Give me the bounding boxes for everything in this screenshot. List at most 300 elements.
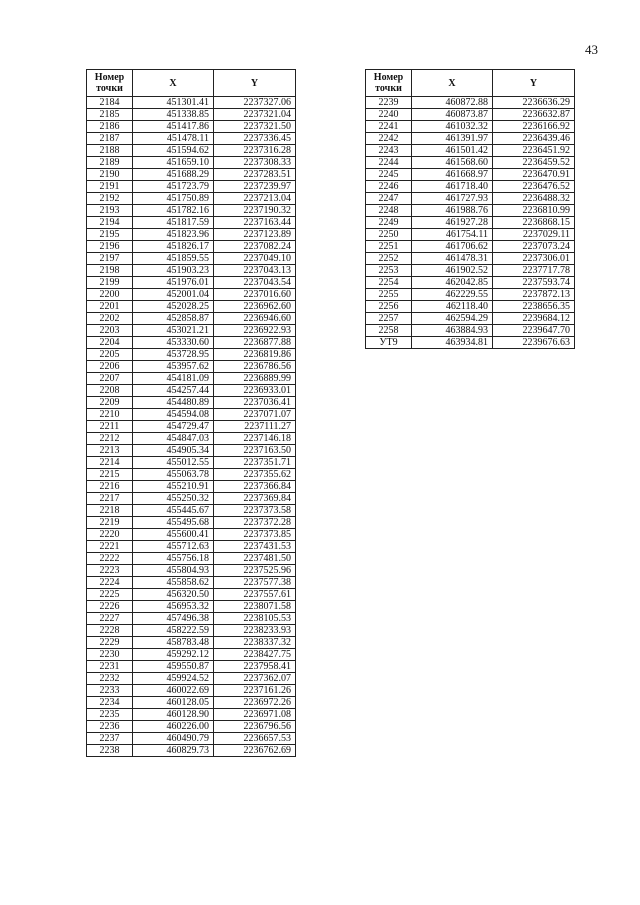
x-cell: 451417.86 [133, 121, 214, 133]
point-number-cell: 2203 [87, 325, 133, 337]
y-cell: 2236962.60 [214, 301, 296, 313]
table-row [87, 397, 296, 409]
point-number-cell: 2230 [87, 649, 133, 661]
y-cell: 2236459.52 [493, 157, 575, 169]
x-cell: 461391.97 [412, 133, 493, 145]
point-number-cell: 2195 [87, 229, 133, 241]
y-cell: 2237431.53 [214, 541, 296, 553]
point-number-cell: 2235 [87, 709, 133, 721]
point-number-cell: 2202 [87, 313, 133, 325]
x-cell: 456320.50 [133, 589, 214, 601]
y-cell: 2237321.04 [214, 109, 296, 121]
x-cell: 463934.81 [412, 337, 493, 349]
table-row [366, 253, 575, 265]
table-row [87, 529, 296, 541]
table-row [87, 613, 296, 625]
y-cell: 2237239.97 [214, 181, 296, 193]
y-cell: 2236922.93 [214, 325, 296, 337]
point-number-cell: 2236 [87, 721, 133, 733]
y-cell: 2237373.58 [214, 505, 296, 517]
x-cell: 453021.21 [133, 325, 214, 337]
x-cell: 462229.55 [412, 289, 493, 301]
point-number-cell: 2252 [366, 253, 412, 265]
x-cell: 451723.79 [133, 181, 214, 193]
table-row [87, 517, 296, 529]
x-cell: 460128.90 [133, 709, 214, 721]
y-cell: 2237872.13 [493, 289, 575, 301]
y-cell: 2236868.15 [493, 217, 575, 229]
table-row [366, 145, 575, 157]
table-row [87, 181, 296, 193]
y-cell: 2237717.78 [493, 265, 575, 277]
point-number-cell: 2205 [87, 349, 133, 361]
point-number-cell: 2244 [366, 157, 412, 169]
y-cell: 2237306.01 [493, 253, 575, 265]
table-row [87, 649, 296, 661]
x-cell: 460022.69 [133, 685, 214, 697]
point-number-cell: 2238 [87, 745, 133, 757]
x-cell: 451826.17 [133, 241, 214, 253]
y-cell: 2238233.93 [214, 625, 296, 637]
point-number-cell: 2228 [87, 625, 133, 637]
point-number-cell: 2246 [366, 181, 412, 193]
table-row [366, 337, 575, 349]
table-row [87, 205, 296, 217]
y-cell: 2237043.54 [214, 277, 296, 289]
table-row [366, 313, 575, 325]
table-row [87, 733, 296, 745]
table-row [366, 241, 575, 253]
x-cell: 454181.09 [133, 373, 214, 385]
x-cell: 451659.10 [133, 157, 214, 169]
x-cell: 461668.97 [412, 169, 493, 181]
y-cell: 2237283.51 [214, 169, 296, 181]
x-cell: 455063.78 [133, 469, 214, 481]
table-row [87, 409, 296, 421]
y-cell: 2236451.92 [493, 145, 575, 157]
x-cell: 453728.95 [133, 349, 214, 361]
x-cell: 451903.23 [133, 265, 214, 277]
table-row [366, 301, 575, 313]
x-cell: 451782.16 [133, 205, 214, 217]
point-number-cell: 2251 [366, 241, 412, 253]
coordinates-table-right [365, 69, 575, 349]
table-row [87, 481, 296, 493]
point-number-cell: 2225 [87, 589, 133, 601]
table-row [87, 217, 296, 229]
y-cell: 2237958.41 [214, 661, 296, 673]
y-cell: 2237213.04 [214, 193, 296, 205]
table-row [87, 193, 296, 205]
x-cell: 461501.42 [412, 145, 493, 157]
x-cell: 455495.68 [133, 517, 214, 529]
point-number-cell: 2207 [87, 373, 133, 385]
table-row [87, 229, 296, 241]
table-row [87, 361, 296, 373]
point-number-cell: 2209 [87, 397, 133, 409]
y-cell: 2236819.86 [214, 349, 296, 361]
y-cell: 2236889.99 [214, 373, 296, 385]
y-cell: 2237593.74 [493, 277, 575, 289]
x-cell: 459550.87 [133, 661, 214, 673]
x-cell: 451478.11 [133, 133, 214, 145]
x-cell: 452028.25 [133, 301, 214, 313]
y-cell: 2237082.24 [214, 241, 296, 253]
point-number-cell: 2256 [366, 301, 412, 313]
point-number-cell: 2231 [87, 661, 133, 673]
y-cell: 2236810.99 [493, 205, 575, 217]
header-y: Y [214, 70, 296, 97]
point-number-cell: 2253 [366, 265, 412, 277]
table-row [366, 277, 575, 289]
point-number-cell: 2239 [366, 97, 412, 109]
x-cell: 451688.29 [133, 169, 214, 181]
table-row [87, 673, 296, 685]
x-cell: 455250.32 [133, 493, 214, 505]
y-cell: 2236877.88 [214, 337, 296, 349]
y-cell: 2237316.28 [214, 145, 296, 157]
table-row [366, 169, 575, 181]
x-cell: 461718.40 [412, 181, 493, 193]
x-cell: 456953.32 [133, 601, 214, 613]
table-row [87, 445, 296, 457]
header-x: X [133, 70, 214, 97]
table-row [87, 505, 296, 517]
table-row [87, 697, 296, 709]
point-number-cell: 2214 [87, 457, 133, 469]
table-row [87, 265, 296, 277]
table-row [87, 685, 296, 697]
point-number-cell: 2232 [87, 673, 133, 685]
y-cell: 2237321.50 [214, 121, 296, 133]
point-number-cell: 2234 [87, 697, 133, 709]
point-number-cell: 2250 [366, 229, 412, 241]
point-number-cell: 2218 [87, 505, 133, 517]
x-cell: 454594.08 [133, 409, 214, 421]
x-cell: 454847.03 [133, 433, 214, 445]
y-cell: 2238105.53 [214, 613, 296, 625]
table-row [87, 109, 296, 121]
x-cell: 463884.93 [412, 325, 493, 337]
table-row [87, 133, 296, 145]
table-row [87, 277, 296, 289]
table-row [366, 229, 575, 241]
point-number-cell: 2224 [87, 577, 133, 589]
point-number-cell: 2193 [87, 205, 133, 217]
x-cell: 451976.01 [133, 277, 214, 289]
y-cell: 2236762.69 [214, 745, 296, 757]
y-cell: 2238337.32 [214, 637, 296, 649]
table-row [87, 721, 296, 733]
table-body-right [366, 97, 575, 349]
table-row [366, 157, 575, 169]
y-cell: 2237336.45 [214, 133, 296, 145]
point-number-cell: 2189 [87, 157, 133, 169]
y-cell: 2237557.61 [214, 589, 296, 601]
x-cell: 460829.73 [133, 745, 214, 757]
table-row [87, 337, 296, 349]
x-cell: 460226.00 [133, 721, 214, 733]
y-cell: 2236632.87 [493, 109, 575, 121]
x-cell: 461032.32 [412, 121, 493, 133]
x-cell: 461927.28 [412, 217, 493, 229]
table-row [87, 493, 296, 505]
point-number-cell: 2226 [87, 601, 133, 613]
x-cell: 454729.47 [133, 421, 214, 433]
table-row [366, 289, 575, 301]
point-number-cell: 2220 [87, 529, 133, 541]
x-cell: 455012.55 [133, 457, 214, 469]
x-cell: 461568.60 [412, 157, 493, 169]
y-cell: 2239684.12 [493, 313, 575, 325]
y-cell: 2238656.35 [493, 301, 575, 313]
point-number-cell: 2255 [366, 289, 412, 301]
x-cell: 461706.62 [412, 241, 493, 253]
y-cell: 2236470.91 [493, 169, 575, 181]
x-cell: 454257.44 [133, 385, 214, 397]
y-cell: 2237481.50 [214, 553, 296, 565]
x-cell: 459292.12 [133, 649, 214, 661]
table-row [87, 565, 296, 577]
table-row [87, 541, 296, 553]
x-cell: 461754.11 [412, 229, 493, 241]
point-number-cell: 2204 [87, 337, 133, 349]
point-number-cell: 2241 [366, 121, 412, 133]
table-row [87, 121, 296, 133]
table-header-row [366, 70, 575, 97]
table-row [366, 265, 575, 277]
x-cell: 454905.34 [133, 445, 214, 457]
table-row [87, 313, 296, 325]
point-number-cell: 2222 [87, 553, 133, 565]
x-cell: 453330.60 [133, 337, 214, 349]
x-cell: 462118.40 [412, 301, 493, 313]
y-cell: 2237577.38 [214, 577, 296, 589]
table-row [87, 433, 296, 445]
point-number-cell: 2184 [87, 97, 133, 109]
x-cell: 451817.59 [133, 217, 214, 229]
page-number: 43 [585, 42, 598, 57]
table-row [366, 109, 575, 121]
y-cell: 2236476.52 [493, 181, 575, 193]
table-row [366, 97, 575, 109]
table-row [87, 661, 296, 673]
table-row [87, 289, 296, 301]
y-cell: 2237163.50 [214, 445, 296, 457]
y-cell: 2236488.32 [493, 193, 575, 205]
table-row [87, 157, 296, 169]
point-number-cell: 2223 [87, 565, 133, 577]
point-number-cell: 2188 [87, 145, 133, 157]
point-number-cell: 2215 [87, 469, 133, 481]
x-cell: 451594.62 [133, 145, 214, 157]
point-number-cell: 2197 [87, 253, 133, 265]
table-row [87, 421, 296, 433]
table-row [87, 385, 296, 397]
point-number-cell: 2248 [366, 205, 412, 217]
x-cell: 452001.04 [133, 289, 214, 301]
table-row [87, 145, 296, 157]
point-number-cell: 2186 [87, 121, 133, 133]
x-cell: 451301.41 [133, 97, 214, 109]
x-cell: 460490.79 [133, 733, 214, 745]
y-cell: 2237373.85 [214, 529, 296, 541]
x-cell: 455210.91 [133, 481, 214, 493]
point-number-cell: 2229 [87, 637, 133, 649]
y-cell: 2237049.10 [214, 253, 296, 265]
y-cell: 2239647.70 [493, 325, 575, 337]
y-cell: 2237525.96 [214, 565, 296, 577]
y-cell: 2237111.27 [214, 421, 296, 433]
table-row [366, 217, 575, 229]
table-row [87, 709, 296, 721]
table-row [87, 469, 296, 481]
point-number-cell: 2185 [87, 109, 133, 121]
y-cell: 2236657.53 [214, 733, 296, 745]
point-number-cell: 2206 [87, 361, 133, 373]
table-row [87, 625, 296, 637]
x-cell: 458783.48 [133, 637, 214, 649]
x-cell: 460128.05 [133, 697, 214, 709]
point-number-cell: 2208 [87, 385, 133, 397]
x-cell: 455756.18 [133, 553, 214, 565]
table-row [87, 253, 296, 265]
x-cell: 455445.67 [133, 505, 214, 517]
point-number-cell: 2249 [366, 217, 412, 229]
table-row [87, 601, 296, 613]
x-cell: 461478.31 [412, 253, 493, 265]
y-cell: 2237073.24 [493, 241, 575, 253]
table-row [87, 97, 296, 109]
y-cell: 2237071.07 [214, 409, 296, 421]
point-number-cell: 2198 [87, 265, 133, 277]
point-number-cell: 2187 [87, 133, 133, 145]
table-row [366, 193, 575, 205]
table-row [366, 181, 575, 193]
point-number-cell: 2233 [87, 685, 133, 697]
y-cell: 2236166.92 [493, 121, 575, 133]
x-cell: 457496.38 [133, 613, 214, 625]
y-cell: 2238427.75 [214, 649, 296, 661]
point-number-cell: 2212 [87, 433, 133, 445]
table-row [87, 553, 296, 565]
x-cell: 461988.76 [412, 205, 493, 217]
point-number-cell: 2217 [87, 493, 133, 505]
point-number-cell: 2201 [87, 301, 133, 313]
point-number-cell: 2194 [87, 217, 133, 229]
x-cell: 460873.87 [412, 109, 493, 121]
x-cell: 452858.87 [133, 313, 214, 325]
table-row [87, 373, 296, 385]
y-cell: 2237308.33 [214, 157, 296, 169]
table-row [366, 121, 575, 133]
y-cell: 2237146.18 [214, 433, 296, 445]
point-number-cell: УТ9 [366, 337, 412, 349]
x-cell: 455712.63 [133, 541, 214, 553]
point-number-cell: 2221 [87, 541, 133, 553]
point-number-cell: 2196 [87, 241, 133, 253]
y-cell: 2236946.60 [214, 313, 296, 325]
point-number-cell: 2216 [87, 481, 133, 493]
point-number-cell: 2190 [87, 169, 133, 181]
y-cell: 2237351.71 [214, 457, 296, 469]
point-number-cell: 2240 [366, 109, 412, 121]
point-number-cell: 2242 [366, 133, 412, 145]
point-number-cell: 2254 [366, 277, 412, 289]
table-row [87, 301, 296, 313]
x-cell: 453957.62 [133, 361, 214, 373]
point-number-cell: 2247 [366, 193, 412, 205]
y-cell: 2237016.60 [214, 289, 296, 301]
table-row [87, 325, 296, 337]
table-row [366, 133, 575, 145]
point-number-cell: 2200 [87, 289, 133, 301]
y-cell: 2236933.01 [214, 385, 296, 397]
x-cell: 459924.52 [133, 673, 214, 685]
y-cell: 2237123.89 [214, 229, 296, 241]
point-number-cell: 2211 [87, 421, 133, 433]
y-cell: 2237036.41 [214, 397, 296, 409]
y-cell: 2236636.29 [493, 97, 575, 109]
point-number-cell: 2258 [366, 325, 412, 337]
table-row [87, 169, 296, 181]
header-point-number: Номер точки [87, 70, 133, 97]
point-number-cell: 2191 [87, 181, 133, 193]
table-row [366, 205, 575, 217]
point-number-cell: 2219 [87, 517, 133, 529]
y-cell: 2236796.56 [214, 721, 296, 733]
y-cell: 2236971.08 [214, 709, 296, 721]
y-cell: 2237362.07 [214, 673, 296, 685]
y-cell: 2237029.11 [493, 229, 575, 241]
y-cell: 2239676.63 [493, 337, 575, 349]
point-number-cell: 2199 [87, 277, 133, 289]
x-cell: 451750.89 [133, 193, 214, 205]
header-x: X [412, 70, 493, 97]
x-cell: 455858.62 [133, 577, 214, 589]
x-cell: 460872.88 [412, 97, 493, 109]
table-row [87, 745, 296, 757]
table-body-left [87, 97, 296, 757]
header-point-number: Номер точки [366, 70, 412, 97]
y-cell: 2237190.32 [214, 205, 296, 217]
coordinates-table-left [86, 69, 296, 757]
table-row [87, 457, 296, 469]
y-cell: 2238071.58 [214, 601, 296, 613]
y-cell: 2237366.84 [214, 481, 296, 493]
table-header-row [87, 70, 296, 97]
point-number-cell: 2192 [87, 193, 133, 205]
y-cell: 2236439.46 [493, 133, 575, 145]
table-row [87, 241, 296, 253]
point-number-cell: 2245 [366, 169, 412, 181]
y-cell: 2237163.44 [214, 217, 296, 229]
point-number-cell: 2213 [87, 445, 133, 457]
table-row [87, 637, 296, 649]
table-row [87, 349, 296, 361]
y-cell: 2237161.26 [214, 685, 296, 697]
x-cell: 454480.89 [133, 397, 214, 409]
x-cell: 462594.29 [412, 313, 493, 325]
point-number-cell: 2227 [87, 613, 133, 625]
x-cell: 461727.93 [412, 193, 493, 205]
y-cell: 2237043.13 [214, 265, 296, 277]
x-cell: 462042.85 [412, 277, 493, 289]
x-cell: 451338.85 [133, 109, 214, 121]
table-row [87, 577, 296, 589]
x-cell: 458222.59 [133, 625, 214, 637]
table-row [366, 325, 575, 337]
